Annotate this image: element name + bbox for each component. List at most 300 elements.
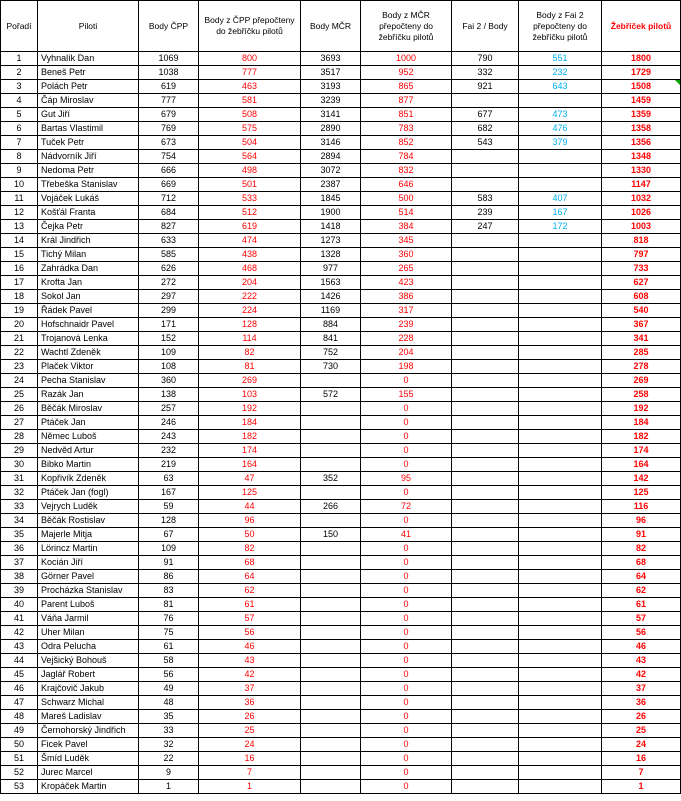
table-row	[1, 682, 681, 696]
cell-fai2-points: 921	[452, 80, 519, 94]
cell-fai2-points	[452, 388, 519, 402]
cell-mcr-points: 884	[301, 318, 361, 332]
table-row	[1, 472, 681, 486]
cell-pilot: Šmíd Luděk	[38, 752, 139, 766]
cell-pilot: Zahrádka Dan	[38, 262, 139, 276]
cell-rank: 38	[1, 570, 38, 584]
cell-fai2-converted	[519, 234, 602, 248]
cell-fai2-points	[452, 318, 519, 332]
cell-cpp-converted: 224	[199, 304, 301, 318]
cell-pilot-ranking: 182	[602, 430, 681, 444]
cell-mcr-points: 1418	[301, 220, 361, 234]
cell-cpp-points: 81	[139, 598, 199, 612]
cell-pilot-ranking: 25	[602, 724, 681, 738]
cell-cpp-converted: 174	[199, 444, 301, 458]
cell-cpp-converted: 44	[199, 500, 301, 514]
cell-pilot-ranking: 82	[602, 542, 681, 556]
cell-fai2-points: 677	[452, 108, 519, 122]
cell-cpp-converted: 114	[199, 332, 301, 346]
cell-mcr-converted: 0	[361, 682, 452, 696]
cell-mcr-converted: 204	[361, 346, 452, 360]
cell-mcr-points	[301, 416, 361, 430]
cell-rank: 42	[1, 626, 38, 640]
cell-mcr-points: 1845	[301, 192, 361, 206]
cell-pilot-ranking: 142	[602, 472, 681, 486]
cell-mcr-converted: 0	[361, 710, 452, 724]
cell-cpp-points: 257	[139, 402, 199, 416]
cell-fai2-points: 543	[452, 136, 519, 150]
cell-pilot: Uher Milan	[38, 626, 139, 640]
cell-rank: 44	[1, 654, 38, 668]
cell-cpp-points: 299	[139, 304, 199, 318]
cell-pilot: Váňa Jarmil	[38, 612, 139, 626]
cell-rank: 46	[1, 682, 38, 696]
cell-rank: 37	[1, 556, 38, 570]
cell-rank: 30	[1, 458, 38, 472]
cell-cpp-points: 626	[139, 262, 199, 276]
cell-mcr-points	[301, 696, 361, 710]
cell-pilot-ranking: 540	[602, 304, 681, 318]
cell-fai2-converted	[519, 164, 602, 178]
cell-pilot-ranking: 125	[602, 486, 681, 500]
cell-cpp-points: 22	[139, 752, 199, 766]
table-row	[1, 780, 681, 794]
cell-pilot-ranking: 62	[602, 584, 681, 598]
cell-rank: 3	[1, 80, 38, 94]
cell-cpp-converted: 575	[199, 122, 301, 136]
cell-mcr-converted: 239	[361, 318, 452, 332]
cell-cpp-points: 32	[139, 738, 199, 752]
cell-pilot-ranking: 64	[602, 570, 681, 584]
cell-cpp-converted: 581	[199, 94, 301, 108]
cell-pilot-ranking: 1358	[602, 122, 681, 136]
cell-pilot: Hofschnaidr Pavel	[38, 318, 139, 332]
cell-mcr-points	[301, 654, 361, 668]
cell-pilot-ranking: 24	[602, 738, 681, 752]
cell-cpp-points: 769	[139, 122, 199, 136]
cell-mcr-points: 266	[301, 500, 361, 514]
cell-cpp-points: 619	[139, 80, 199, 94]
cell-pilot: Čejka Petr	[38, 220, 139, 234]
cell-cpp-converted: 125	[199, 486, 301, 500]
cell-fai2-points	[452, 262, 519, 276]
table-row	[1, 416, 681, 430]
table-row	[1, 514, 681, 528]
table-row	[1, 80, 681, 94]
cell-fai2-converted	[519, 472, 602, 486]
cell-mcr-points	[301, 682, 361, 696]
cell-mcr-points: 1328	[301, 248, 361, 262]
table-row	[1, 150, 681, 164]
cell-mcr-converted: 0	[361, 640, 452, 654]
table-row	[1, 584, 681, 598]
table-row	[1, 66, 681, 80]
cell-pilot-ranking: 46	[602, 640, 681, 654]
cell-mcr-points	[301, 514, 361, 528]
cell-rank: 32	[1, 486, 38, 500]
cell-cpp-converted: 103	[199, 388, 301, 402]
cell-fai2-points	[452, 164, 519, 178]
table-row	[1, 290, 681, 304]
cell-fai2-converted	[519, 696, 602, 710]
cell-rank: 9	[1, 164, 38, 178]
cell-pilot: Běčák Miroslav	[38, 402, 139, 416]
header-row	[1, 1, 681, 52]
cell-fai2-converted	[519, 710, 602, 724]
cell-fai2-points	[452, 500, 519, 514]
cell-cpp-converted: 463	[199, 80, 301, 94]
cell-pilot-ranking: 1356	[602, 136, 681, 150]
cell-rank: 50	[1, 738, 38, 752]
cell-fai2-points	[452, 472, 519, 486]
cell-pilot: Razák Jan	[38, 388, 139, 402]
cell-fai2-converted	[519, 598, 602, 612]
cell-fai2-converted	[519, 290, 602, 304]
cell-pilot: Pecha Stanislav	[38, 374, 139, 388]
cell-cpp-points: 86	[139, 570, 199, 584]
cell-pilot: Görner Pavel	[38, 570, 139, 584]
cell-fai2-points	[452, 724, 519, 738]
cell-fai2-points	[452, 360, 519, 374]
cell-rank: 10	[1, 178, 38, 192]
table-row	[1, 528, 681, 542]
cell-fai2-converted	[519, 444, 602, 458]
cell-mcr-converted: 0	[361, 612, 452, 626]
cell-fai2-converted: 476	[519, 122, 602, 136]
cell-mcr-converted: 0	[361, 458, 452, 472]
cell-rank: 20	[1, 318, 38, 332]
cell-rank: 52	[1, 766, 38, 780]
header-cpp-converted: Body z ČPP přepočteny do žebříčku pilotů	[199, 1, 301, 52]
cell-fai2-points	[452, 598, 519, 612]
cell-fai2-converted	[519, 374, 602, 388]
cell-pilot: Ficek Pavel	[38, 738, 139, 752]
cell-cpp-points: 1	[139, 780, 199, 794]
cell-mcr-converted: 345	[361, 234, 452, 248]
cell-pilot: Kopřivík Zdeněk	[38, 472, 139, 486]
cell-rank: 14	[1, 234, 38, 248]
table-row	[1, 52, 681, 66]
cell-mcr-points: 2890	[301, 122, 361, 136]
cell-mcr-converted: 360	[361, 248, 452, 262]
cell-pilot: Ptáček Jan	[38, 416, 139, 430]
cell-pilot-ranking: 1026	[602, 206, 681, 220]
cell-cpp-converted: 96	[199, 514, 301, 528]
cell-mcr-converted: 265	[361, 262, 452, 276]
cell-fai2-converted	[519, 570, 602, 584]
cell-pilot: Nedvěd Artur	[38, 444, 139, 458]
cell-pilot: Ptáček Jan (fogl)	[38, 486, 139, 500]
cell-rank: 43	[1, 640, 38, 654]
cell-mcr-converted: 0	[361, 374, 452, 388]
table-row	[1, 570, 681, 584]
cell-pilot: Němec Luboš	[38, 430, 139, 444]
table-row	[1, 374, 681, 388]
cell-rank: 11	[1, 192, 38, 206]
cell-mcr-points	[301, 710, 361, 724]
cell-mcr-points: 3141	[301, 108, 361, 122]
cell-pilot-ranking: 91	[602, 528, 681, 542]
cell-mcr-converted: 0	[361, 654, 452, 668]
cell-mcr-converted: 0	[361, 626, 452, 640]
cell-pilot-ranking: 285	[602, 346, 681, 360]
cell-cpp-converted: 269	[199, 374, 301, 388]
table-row	[1, 696, 681, 710]
cell-mcr-points	[301, 556, 361, 570]
cell-fai2-converted	[519, 766, 602, 780]
cell-fai2-points	[452, 654, 519, 668]
cell-mcr-converted: 0	[361, 738, 452, 752]
cell-rank: 35	[1, 528, 38, 542]
cell-fai2-points: 790	[452, 52, 519, 66]
cell-mcr-converted: 877	[361, 94, 452, 108]
cell-cpp-converted: 512	[199, 206, 301, 220]
cell-cpp-points: 83	[139, 584, 199, 598]
table-row	[1, 332, 681, 346]
cell-pilot-ranking: 1147	[602, 178, 681, 192]
cell-cpp-converted: 43	[199, 654, 301, 668]
cell-cpp-points: 754	[139, 150, 199, 164]
table-row	[1, 388, 681, 402]
cell-cpp-points: 360	[139, 374, 199, 388]
cell-rank: 33	[1, 500, 38, 514]
cell-pilot-ranking: 96	[602, 514, 681, 528]
cell-fai2-points	[452, 234, 519, 248]
cell-cpp-points: 76	[139, 612, 199, 626]
cell-rank: 26	[1, 402, 38, 416]
cell-mcr-points	[301, 598, 361, 612]
cell-rank: 1	[1, 52, 38, 66]
cell-pilot: Schwarz Michal	[38, 696, 139, 710]
cell-cpp-points: 219	[139, 458, 199, 472]
cell-cpp-points: 712	[139, 192, 199, 206]
cell-mcr-converted: 952	[361, 66, 452, 80]
cell-cpp-points: 585	[139, 248, 199, 262]
cell-rank: 18	[1, 290, 38, 304]
cell-pilot: Vejšický Bohouš	[38, 654, 139, 668]
cell-fai2-converted	[519, 556, 602, 570]
cell-fai2-points	[452, 276, 519, 290]
cell-cpp-converted: 564	[199, 150, 301, 164]
cell-pilot-ranking: 56	[602, 626, 681, 640]
cell-pilot-ranking: 7	[602, 766, 681, 780]
cell-pilot-ranking: 57	[602, 612, 681, 626]
cell-fai2-points	[452, 374, 519, 388]
cell-cpp-points: 138	[139, 388, 199, 402]
cell-mcr-points	[301, 374, 361, 388]
table-row	[1, 626, 681, 640]
cell-pilot: Košťál Franta	[38, 206, 139, 220]
table-row	[1, 136, 681, 150]
cell-pilot-ranking: 68	[602, 556, 681, 570]
cell-fai2-converted: 407	[519, 192, 602, 206]
cell-mcr-points: 3239	[301, 94, 361, 108]
cell-mcr-converted: 0	[361, 766, 452, 780]
cell-pilot: Plaček Viktor	[38, 360, 139, 374]
cell-fai2-points	[452, 444, 519, 458]
table-row	[1, 458, 681, 472]
cell-cpp-points: 48	[139, 696, 199, 710]
cell-cpp-points: 679	[139, 108, 199, 122]
cell-mcr-converted: 0	[361, 486, 452, 500]
cell-mcr-points: 2387	[301, 178, 361, 192]
cell-pilot: Kocián Jiří	[38, 556, 139, 570]
cell-fai2-converted	[519, 612, 602, 626]
cell-pilot: Král Jindřich	[38, 234, 139, 248]
cell-fai2-points	[452, 94, 519, 108]
cell-fai2-converted	[519, 402, 602, 416]
cell-cpp-converted: 61	[199, 598, 301, 612]
cell-fai2-points: 583	[452, 192, 519, 206]
cell-cpp-points: 167	[139, 486, 199, 500]
cell-mcr-converted: 832	[361, 164, 452, 178]
cell-mcr-converted: 0	[361, 780, 452, 794]
cell-mcr-points: 1426	[301, 290, 361, 304]
cell-rank: 22	[1, 346, 38, 360]
cell-cpp-points: 109	[139, 542, 199, 556]
cell-fai2-points	[452, 640, 519, 654]
cell-pilot: Bartas Vlastimil	[38, 122, 139, 136]
cell-mcr-points: 752	[301, 346, 361, 360]
cell-fai2-points	[452, 178, 519, 192]
cell-cpp-points: 633	[139, 234, 199, 248]
cell-cpp-converted: 128	[199, 318, 301, 332]
cell-mcr-converted: 0	[361, 724, 452, 738]
cell-mcr-converted: 155	[361, 388, 452, 402]
cell-pilot-ranking: 1459	[602, 94, 681, 108]
cell-cpp-points: 109	[139, 346, 199, 360]
cell-rank: 49	[1, 724, 38, 738]
cell-cpp-converted: 56	[199, 626, 301, 640]
cell-pilot: Beneš Petr	[38, 66, 139, 80]
cell-pilot: Sokol Jan	[38, 290, 139, 304]
cell-pilot-ranking: 1	[602, 780, 681, 794]
cell-pilot-ranking: 341	[602, 332, 681, 346]
cell-pilot-ranking: 1348	[602, 150, 681, 164]
cell-pilot: Polách Petr	[38, 80, 139, 94]
cell-fai2-points	[452, 612, 519, 626]
cell-fai2-converted: 643	[519, 80, 602, 94]
cell-fai2-converted	[519, 682, 602, 696]
cell-pilot: Tuček Petr	[38, 136, 139, 150]
table-row	[1, 724, 681, 738]
cell-fai2-converted	[519, 780, 602, 794]
cell-mcr-points: 150	[301, 528, 361, 542]
cell-fai2-points	[452, 346, 519, 360]
header-pilot: Piloti	[38, 1, 139, 52]
cell-pilot: Gut Jiří	[38, 108, 139, 122]
cell-pilot: Čáp Miroslav	[38, 94, 139, 108]
header-rank: Pořadí	[1, 1, 38, 52]
cell-rank: 21	[1, 332, 38, 346]
cell-mcr-converted: 0	[361, 556, 452, 570]
table-row	[1, 612, 681, 626]
cell-pilot: Třebeška Stanislav	[38, 178, 139, 192]
cell-cpp-points: 673	[139, 136, 199, 150]
cell-fai2-points	[452, 458, 519, 472]
cell-pilot: Kropáček Martin	[38, 780, 139, 794]
cell-pilot-ranking: 1032	[602, 192, 681, 206]
cell-pilot: Běčák Rostislav	[38, 514, 139, 528]
cell-fai2-converted	[519, 360, 602, 374]
table-row	[1, 668, 681, 682]
cell-cpp-points: 59	[139, 500, 199, 514]
cell-cpp-points: 1069	[139, 52, 199, 66]
cell-fai2-points	[452, 710, 519, 724]
table-row	[1, 430, 681, 444]
table-row	[1, 766, 681, 780]
cell-fai2-converted	[519, 486, 602, 500]
cell-fai2-points	[452, 416, 519, 430]
cell-cpp-converted: 800	[199, 52, 301, 66]
cell-rank: 23	[1, 360, 38, 374]
cell-mcr-points: 3193	[301, 80, 361, 94]
cell-mcr-points	[301, 458, 361, 472]
cell-fai2-points	[452, 528, 519, 542]
cell-pilot: Vyhnalík Dan	[38, 52, 139, 66]
cell-cpp-converted: 82	[199, 346, 301, 360]
cell-pilot: Řádek Pavel	[38, 304, 139, 318]
table-row	[1, 94, 681, 108]
cell-rank: 36	[1, 542, 38, 556]
cell-mcr-converted: 228	[361, 332, 452, 346]
cell-fai2-points	[452, 486, 519, 500]
cell-mcr-points: 3146	[301, 136, 361, 150]
cell-pilot: Odra Pelucha	[38, 640, 139, 654]
cell-pilot: Majerle Mitja	[38, 528, 139, 542]
cell-cpp-converted: 619	[199, 220, 301, 234]
cell-fai2-points: 332	[452, 66, 519, 80]
cell-pilot-ranking: 1003	[602, 220, 681, 234]
cell-cpp-points: 171	[139, 318, 199, 332]
cell-fai2-converted	[519, 430, 602, 444]
cell-pilot-ranking: 174	[602, 444, 681, 458]
cell-mcr-converted: 514	[361, 206, 452, 220]
cell-cpp-points: 297	[139, 290, 199, 304]
cell-mcr-points	[301, 738, 361, 752]
cell-fai2-converted	[519, 668, 602, 682]
cell-rank: 2	[1, 66, 38, 80]
header-fai2-points: Fai 2 / Body	[452, 1, 519, 52]
cell-cpp-points: 827	[139, 220, 199, 234]
cell-fai2-points	[452, 542, 519, 556]
cell-fai2-converted	[519, 304, 602, 318]
cell-rank: 39	[1, 584, 38, 598]
cell-cpp-points: 108	[139, 360, 199, 374]
cell-fai2-points	[452, 150, 519, 164]
cell-rank: 19	[1, 304, 38, 318]
cell-rank: 16	[1, 262, 38, 276]
cell-mcr-converted: 0	[361, 542, 452, 556]
cell-fai2-converted	[519, 584, 602, 598]
cell-pilot-ranking: 1800	[602, 52, 681, 66]
cell-mcr-converted: 0	[361, 598, 452, 612]
cell-mcr-converted: 783	[361, 122, 452, 136]
cell-cpp-converted: 68	[199, 556, 301, 570]
table-row	[1, 206, 681, 220]
cell-cpp-points: 152	[139, 332, 199, 346]
cell-pilot: Bibko Martin	[38, 458, 139, 472]
cell-mcr-points: 730	[301, 360, 361, 374]
cell-fai2-points	[452, 570, 519, 584]
cell-mcr-points	[301, 752, 361, 766]
table-row	[1, 248, 681, 262]
cell-rank: 24	[1, 374, 38, 388]
cell-cpp-converted: 24	[199, 738, 301, 752]
cell-cpp-converted: 50	[199, 528, 301, 542]
header-cpp-points: Body ČPP	[139, 1, 199, 52]
cell-fai2-points	[452, 332, 519, 346]
